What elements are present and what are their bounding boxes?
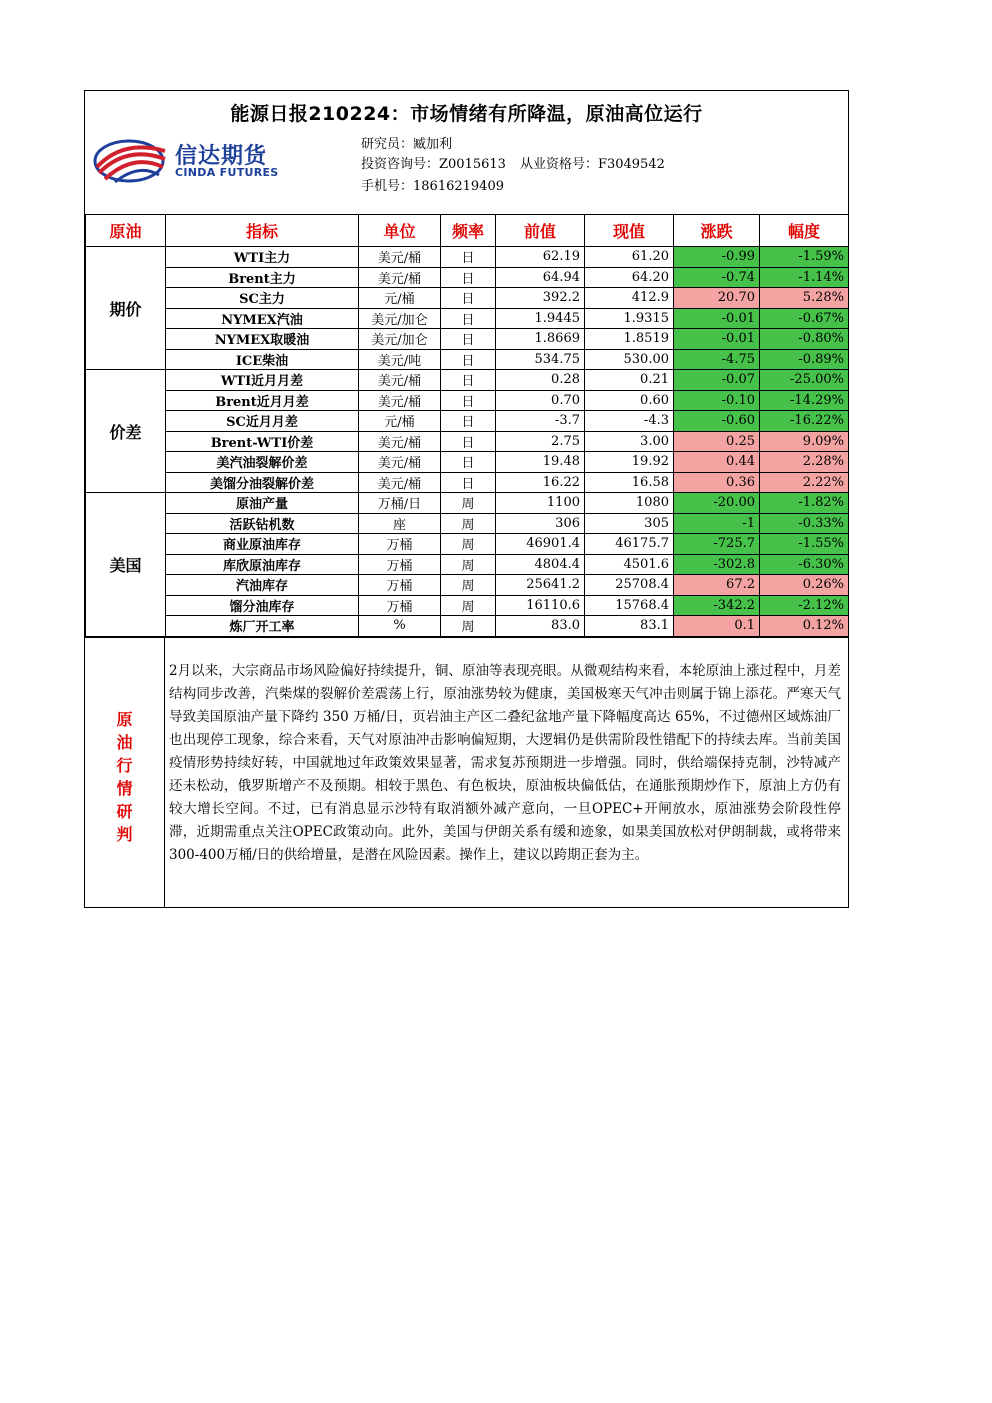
unit-cell: 万桶 bbox=[359, 595, 441, 616]
change-percent: -1.14% bbox=[760, 267, 849, 288]
indicator-name: SC主力 bbox=[166, 288, 359, 309]
table-row bbox=[86, 431, 849, 452]
current-value: 412.9 bbox=[585, 288, 674, 309]
table-row bbox=[86, 329, 849, 350]
current-value: 1.8519 bbox=[585, 329, 674, 350]
unit-cell: 美元/桶 bbox=[359, 370, 441, 391]
frequency-cell: 日 bbox=[441, 267, 496, 288]
indicator-name: Brent主力 bbox=[166, 267, 359, 288]
table-row bbox=[86, 493, 849, 514]
current-value: 25708.4 bbox=[585, 575, 674, 596]
table-row bbox=[86, 595, 849, 616]
frequency-cell: 日 bbox=[441, 349, 496, 370]
previous-value: 1.9445 bbox=[496, 308, 585, 329]
current-value: 530.00 bbox=[585, 349, 674, 370]
change-percent: 2.22% bbox=[760, 472, 849, 493]
table-row bbox=[86, 616, 849, 637]
current-value: 64.20 bbox=[585, 267, 674, 288]
change-percent: -14.29% bbox=[760, 390, 849, 411]
change-value: -342.2 bbox=[674, 595, 760, 616]
frequency-cell: 周 bbox=[441, 554, 496, 575]
change-percent: -0.89% bbox=[760, 349, 849, 370]
category-cell: 期价 bbox=[86, 247, 166, 370]
unit-cell: 美元/桶 bbox=[359, 267, 441, 288]
change-value: -0.10 bbox=[674, 390, 760, 411]
previous-value: 64.94 bbox=[496, 267, 585, 288]
change-value: 0.1 bbox=[674, 616, 760, 637]
change-value: -0.60 bbox=[674, 411, 760, 432]
indicator-name: 美汽油裂解价差 bbox=[166, 452, 359, 473]
change-percent: -25.00% bbox=[760, 370, 849, 391]
current-value: 16.58 bbox=[585, 472, 674, 493]
current-value: -4.3 bbox=[585, 411, 674, 432]
column-header: 频率 bbox=[441, 215, 496, 247]
unit-cell: 万桶 bbox=[359, 575, 441, 596]
frequency-cell: 周 bbox=[441, 616, 496, 637]
previous-value: 25641.2 bbox=[496, 575, 585, 596]
previous-value: 306 bbox=[496, 513, 585, 534]
previous-value: 0.70 bbox=[496, 390, 585, 411]
previous-value: 16110.6 bbox=[496, 595, 585, 616]
previous-value: 4804.4 bbox=[496, 554, 585, 575]
frequency-cell: 日 bbox=[441, 411, 496, 432]
unit-cell: 美元/桶 bbox=[359, 390, 441, 411]
column-header: 原油 bbox=[86, 215, 166, 247]
current-value: 3.00 bbox=[585, 431, 674, 452]
table-row bbox=[86, 575, 849, 596]
logo-name-en: CINDA FUTURES bbox=[175, 166, 279, 179]
analysis-text: 2月以来，大宗商品市场风险偏好持续提升，铜、原油等表现亮眼。从微观结构来看，本轮原油上涨过程中，月差结构同步改善，汽柴煤的裂解价差震荡上行，原油涨势较为健康，美国极寒天气冲击则属于锦上添花。严寒天气导致美国原油产量下降约 350 万桶/日，页岩油主产区二叠纪盆地产量下降幅度高达 65%，不过德州区域炼油厂也出现停工现象，综合来看，天气对原油冲击影响偏短期，大逻辑仍是供需阶段性错配下的持续去库。当前美国疫情形势持续好转，中国就地过年政策效果显著，需求复苏预期进一步增强。同时，供给端保持克制，沙特减产还未松动，俄罗斯增产不及预期。相较于黑色、有色板块，原油板块偏低估，在通胀预期炒作下，原油上方仍有较大增长空间。不过，已有消息显示沙特有取消额外减产意向，一旦OPEC+开闸放水，原油涨势会阶段性停滞，近期需重点关注OPEC政策动向。此外，美国与伊朗关系有缓和迹象，如果美国放松对伊朗制裁，或将带来300-400万桶/日的供给增量，是潜在风险因素。操作上，建议以跨期正套为主。 bbox=[169, 663, 841, 863]
frequency-cell: 日 bbox=[441, 370, 496, 391]
current-value: 61.20 bbox=[585, 247, 674, 268]
unit-cell: 美元/桶 bbox=[359, 431, 441, 452]
page-title: 能源日报210224：市场情绪有所降温，原油高位运行 bbox=[230, 103, 703, 125]
indicator-name: Brent近月月差 bbox=[166, 390, 359, 411]
change-percent: -2.12% bbox=[760, 595, 849, 616]
logo-name-cn: 信达期货 bbox=[175, 144, 268, 169]
change-percent: 0.26% bbox=[760, 575, 849, 596]
table-row bbox=[86, 554, 849, 575]
frequency-cell: 周 bbox=[441, 575, 496, 596]
current-value: 1080 bbox=[585, 493, 674, 514]
indicator-name: 美馏分油裂解价差 bbox=[166, 472, 359, 493]
practice-cert: 从业资格号：F3049542 bbox=[519, 157, 665, 172]
crude-oil-table bbox=[85, 214, 849, 637]
table-row bbox=[86, 267, 849, 288]
indicator-name: WTI近月月差 bbox=[166, 370, 359, 391]
column-header: 前值 bbox=[496, 215, 585, 247]
change-value: -1 bbox=[674, 513, 760, 534]
frequency-cell: 日 bbox=[441, 472, 496, 493]
previous-value: 2.75 bbox=[496, 431, 585, 452]
previous-value: 16.22 bbox=[496, 472, 585, 493]
report-sheet bbox=[84, 90, 849, 908]
change-value: -0.01 bbox=[674, 329, 760, 350]
frequency-cell: 日 bbox=[441, 288, 496, 309]
category-cell: 价差 bbox=[86, 370, 166, 493]
previous-value: -3.7 bbox=[496, 411, 585, 432]
analysis-label-char: 原 bbox=[116, 710, 133, 729]
previous-value: 1100 bbox=[496, 493, 585, 514]
change-percent: -1.55% bbox=[760, 534, 849, 555]
frequency-cell: 周 bbox=[441, 493, 496, 514]
change-percent: 5.28% bbox=[760, 288, 849, 309]
change-percent: -1.59% bbox=[760, 247, 849, 268]
change-value: -302.8 bbox=[674, 554, 760, 575]
change-percent: -0.67% bbox=[760, 308, 849, 329]
indicator-name: 库欣原油库存 bbox=[166, 554, 359, 575]
table-row bbox=[86, 370, 849, 391]
analysis-section bbox=[85, 637, 848, 908]
previous-value: 19.48 bbox=[496, 452, 585, 473]
change-percent: 9.09% bbox=[760, 431, 849, 452]
unit-cell: 座 bbox=[359, 513, 441, 534]
change-value: -725.7 bbox=[674, 534, 760, 555]
unit-cell: 美元/桶 bbox=[359, 247, 441, 268]
indicator-name: NYMEX取暖油 bbox=[166, 329, 359, 350]
change-percent: -16.22% bbox=[760, 411, 849, 432]
frequency-cell: 日 bbox=[441, 390, 496, 411]
indicator-name: 原油产量 bbox=[166, 493, 359, 514]
column-header: 指标 bbox=[166, 215, 359, 247]
change-percent: -0.33% bbox=[760, 513, 849, 534]
indicator-name: ICE柴油 bbox=[166, 349, 359, 370]
analysis-label-char: 判 bbox=[116, 825, 133, 844]
change-value: 0.36 bbox=[674, 472, 760, 493]
column-header: 单位 bbox=[359, 215, 441, 247]
table-row bbox=[86, 452, 849, 473]
change-value: -4.75 bbox=[674, 349, 760, 370]
frequency-cell: 日 bbox=[441, 308, 496, 329]
table-row bbox=[86, 513, 849, 534]
current-value: 4501.6 bbox=[585, 554, 674, 575]
frequency-cell: 日 bbox=[441, 431, 496, 452]
change-value: 20.70 bbox=[674, 288, 760, 309]
change-value: -0.07 bbox=[674, 370, 760, 391]
unit-cell: 美元/吨 bbox=[359, 349, 441, 370]
unit-cell: 万桶 bbox=[359, 554, 441, 575]
table-row bbox=[86, 472, 849, 493]
indicator-name: NYMEX汽油 bbox=[166, 308, 359, 329]
researcher-name: 研究员：臧加利 bbox=[361, 137, 453, 152]
change-value: -0.01 bbox=[674, 308, 760, 329]
change-percent: -6.30% bbox=[760, 554, 849, 575]
analysis-label-char: 情 bbox=[116, 779, 133, 798]
company-logo bbox=[93, 137, 293, 183]
indicator-name: 炼厂开工率 bbox=[166, 616, 359, 637]
unit-cell: 美元/加仑 bbox=[359, 308, 441, 329]
indicator-name: 活跃钻机数 bbox=[166, 513, 359, 534]
indicator-name: SC近月月差 bbox=[166, 411, 359, 432]
column-header: 涨跌 bbox=[674, 215, 760, 247]
current-value: 1.9315 bbox=[585, 308, 674, 329]
change-value: 0.25 bbox=[674, 431, 760, 452]
indicator-name: Brent-WTI价差 bbox=[166, 431, 359, 452]
previous-value: 1.8669 bbox=[496, 329, 585, 350]
frequency-cell: 周 bbox=[441, 513, 496, 534]
unit-cell: 美元/加仑 bbox=[359, 329, 441, 350]
indicator-name: 商业原油库存 bbox=[166, 534, 359, 555]
frequency-cell: 日 bbox=[441, 247, 496, 268]
table-row bbox=[86, 247, 849, 268]
previous-value: 0.28 bbox=[496, 370, 585, 391]
report-header bbox=[85, 91, 848, 215]
current-value: 305 bbox=[585, 513, 674, 534]
column-header: 幅度 bbox=[760, 215, 849, 247]
unit-cell: 元/桶 bbox=[359, 288, 441, 309]
analysis-label-char: 行 bbox=[116, 756, 133, 775]
previous-value: 392.2 bbox=[496, 288, 585, 309]
previous-value: 534.75 bbox=[496, 349, 585, 370]
change-percent: -1.82% bbox=[760, 493, 849, 514]
unit-cell: 万桶 bbox=[359, 534, 441, 555]
table-header-row bbox=[86, 215, 849, 247]
previous-value: 46901.4 bbox=[496, 534, 585, 555]
category-cell: 美国 bbox=[86, 493, 166, 637]
current-value: 0.21 bbox=[585, 370, 674, 391]
table-row bbox=[86, 349, 849, 370]
change-percent: -0.80% bbox=[760, 329, 849, 350]
change-value: 67.2 bbox=[674, 575, 760, 596]
table-row bbox=[86, 534, 849, 555]
indicator-name: 馏分油库存 bbox=[166, 595, 359, 616]
unit-cell: % bbox=[359, 616, 441, 637]
previous-value: 83.0 bbox=[496, 616, 585, 637]
researcher-phone: 手机号：18616219409 bbox=[361, 179, 504, 194]
unit-cell: 万桶/日 bbox=[359, 493, 441, 514]
cinda-swoosh-icon bbox=[93, 137, 169, 183]
current-value: 15768.4 bbox=[585, 595, 674, 616]
change-value: -20.00 bbox=[674, 493, 760, 514]
table-row bbox=[86, 411, 849, 432]
table-row bbox=[86, 288, 849, 309]
change-percent: 2.28% bbox=[760, 452, 849, 473]
change-percent: 0.12% bbox=[760, 616, 849, 637]
frequency-cell: 周 bbox=[441, 534, 496, 555]
column-header: 现值 bbox=[585, 215, 674, 247]
change-value: -0.99 bbox=[674, 247, 760, 268]
change-value: 0.44 bbox=[674, 452, 760, 473]
indicator-name: 汽油库存 bbox=[166, 575, 359, 596]
researcher-licenses bbox=[361, 153, 665, 172]
indicator-name: WTI主力 bbox=[166, 247, 359, 268]
current-value: 19.92 bbox=[585, 452, 674, 473]
unit-cell: 美元/桶 bbox=[359, 452, 441, 473]
consult-license: 投资咨询号：Z0015613 bbox=[361, 157, 506, 172]
analysis-label-char: 油 bbox=[116, 733, 133, 752]
frequency-cell: 日 bbox=[441, 452, 496, 473]
analysis-label-char: 研 bbox=[116, 802, 133, 821]
frequency-cell: 日 bbox=[441, 329, 496, 350]
change-value: -0.74 bbox=[674, 267, 760, 288]
current-value: 46175.7 bbox=[585, 534, 674, 555]
table-row bbox=[86, 390, 849, 411]
unit-cell: 元/桶 bbox=[359, 411, 441, 432]
unit-cell: 美元/桶 bbox=[359, 472, 441, 493]
analysis-label bbox=[85, 638, 165, 908]
previous-value: 62.19 bbox=[496, 247, 585, 268]
table-row bbox=[86, 308, 849, 329]
current-value: 83.1 bbox=[585, 616, 674, 637]
frequency-cell: 周 bbox=[441, 595, 496, 616]
current-value: 0.60 bbox=[585, 390, 674, 411]
